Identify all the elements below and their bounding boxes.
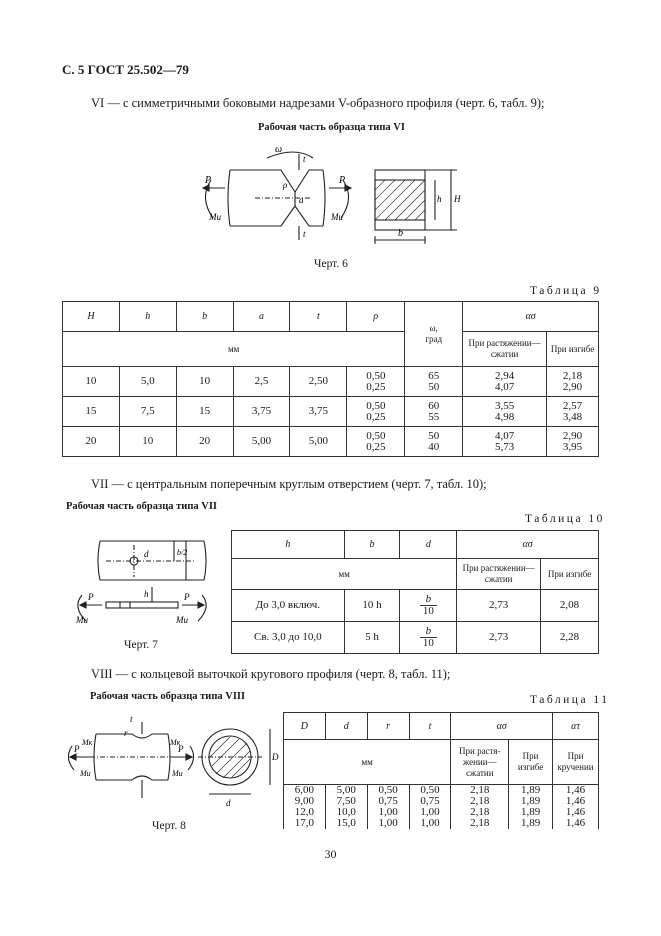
table-cell	[405, 397, 463, 427]
table-cell	[463, 427, 547, 457]
cell-text: 2,18	[562, 369, 583, 382]
cell-text: 3,95	[562, 440, 583, 453]
table-cell: 2,50	[290, 367, 347, 397]
cell-text: 4,98	[494, 410, 515, 423]
fig8-d-label: d	[226, 798, 231, 808]
table-cell	[347, 397, 405, 427]
fig6-mi-right-label: Mи	[331, 212, 343, 222]
fig6-rho-label: ρ	[283, 180, 288, 190]
table-row	[63, 427, 599, 457]
table-row	[63, 397, 599, 427]
t9-head-mm: мм	[63, 332, 405, 367]
table-header-row	[284, 740, 599, 785]
table-cell: 3,75	[233, 397, 290, 427]
table-row	[232, 622, 599, 654]
table-cell: d	[400, 531, 457, 559]
table-cell: 20	[63, 427, 120, 457]
table-cell: 5,00	[233, 427, 290, 457]
fig6-b-label: b	[398, 228, 403, 239]
cell-text: 2,90	[562, 380, 583, 393]
table-cell: 0,75	[367, 796, 409, 807]
cell-text: 0,25	[366, 410, 386, 423]
figure-7-caption: Черт. 7	[124, 639, 158, 651]
table-cell	[547, 397, 599, 427]
t9-head-rho: ρ	[347, 302, 405, 332]
figure-8-caption: Черт. 8	[152, 820, 186, 832]
t9-head-b: b	[176, 302, 233, 332]
table-header-row	[232, 531, 599, 559]
table-cell: 1,46	[553, 818, 599, 829]
table-cell	[347, 427, 405, 457]
table-cell: 15,0	[325, 818, 367, 829]
table-cell	[463, 397, 547, 427]
table-header-row	[232, 559, 599, 590]
fig8-mi-left-label: Mи	[80, 769, 91, 778]
table-cell: 1,46	[553, 796, 599, 807]
table-11	[283, 712, 599, 829]
section-7-text: VII — с центральным поперечным круглым отверстием (черт. 7, табл. 10);	[91, 477, 487, 491]
fig6-H-label: H	[454, 194, 461, 204]
table-cell	[405, 427, 463, 457]
cell-text: 65	[428, 369, 440, 382]
table-cell: 7,50	[325, 796, 367, 807]
table-cell	[547, 427, 599, 457]
section-6-text: VI — с симметричными боковыми надрезами V-образного профиля (черт. 6, табл. 9);	[91, 96, 545, 110]
table-cell: 10	[176, 367, 233, 397]
table-cell	[463, 367, 547, 397]
t9-head-omega	[405, 302, 463, 367]
cell-text: 10	[422, 605, 434, 617]
figure-8-title: Рабочая часть образца типа VIII	[90, 691, 246, 702]
table-cell: 1,89	[509, 818, 553, 829]
cell-text: 0,50	[366, 399, 386, 412]
t9-head-alpha: ασ	[463, 302, 599, 332]
cell-text: ω,	[429, 323, 438, 333]
fig8-mk-left-label: Mк	[82, 738, 93, 747]
table-cell: b	[344, 531, 400, 559]
page-header: С. 5 ГОСТ 25.502—79	[62, 62, 189, 77]
table-cell: При изгибе	[541, 559, 599, 590]
table-cell: 10	[119, 427, 176, 457]
table-cell	[547, 367, 599, 397]
table-cell: 17,0	[284, 818, 326, 829]
figure-6-drawing	[195, 140, 475, 250]
table-cell: 2,73	[457, 590, 541, 622]
fig6-p-right-label: P	[339, 175, 346, 186]
table-cell: 5,00	[325, 785, 367, 797]
table-cell: h	[232, 531, 345, 559]
t9-head-a: a	[233, 302, 290, 332]
cell-text: 4,07	[494, 380, 515, 393]
fig6-omega-label: ω	[275, 144, 283, 155]
fig8-r-label: r	[124, 728, 128, 738]
fig8-p-left-label: P	[74, 744, 80, 754]
t9-head-h: h	[119, 302, 176, 332]
fig6-mi-left-label: Mи	[209, 212, 221, 222]
table-cell: мм	[284, 740, 451, 785]
table-cell: 1,89	[509, 785, 553, 797]
fig7-b2-label: b/2	[177, 548, 188, 557]
table-header-row	[63, 332, 599, 367]
figure-7-drawing	[66, 525, 216, 640]
table-cell: 5,00	[290, 427, 347, 457]
table-9-title: Таблица 9	[530, 285, 602, 297]
table-cell: ατ	[553, 713, 599, 740]
table-cell: 2,28	[541, 622, 599, 654]
section-8-text: VIII — с кольцевой выточкой кругового профиля (черт. 8, табл. 11);	[91, 667, 451, 681]
fig7-d-label: d	[144, 549, 149, 559]
table-cell: d	[325, 713, 367, 740]
cell-text: 0,50	[366, 369, 386, 382]
fig7-h-label: h	[144, 589, 149, 599]
cell-text: 2,94	[494, 369, 515, 382]
table-cell: 1,46	[553, 807, 599, 818]
t9-head-t: t	[290, 302, 347, 332]
table-row	[284, 785, 599, 797]
table-cell: При растя-жении—сжатии	[451, 740, 509, 785]
table-cell: 2,18	[451, 785, 509, 797]
cell-text: 40	[428, 440, 440, 453]
cell-text: 50	[428, 380, 440, 393]
fig7-p-right-label: P	[184, 592, 190, 602]
cell-text: 0,25	[366, 380, 386, 393]
table-cell: 5 h	[344, 622, 400, 654]
t9-head-bending: При изгибе	[547, 332, 599, 367]
cell-text: 10	[422, 637, 434, 649]
table-row	[284, 796, 599, 807]
table-cell: 3,75	[290, 397, 347, 427]
figure-7-title: Рабочая часть образца типа VII	[66, 501, 218, 512]
fig7-mi-right-label: Mи	[176, 615, 188, 625]
cell-text: 5,73	[494, 440, 515, 453]
table-cell: 9,00	[284, 796, 326, 807]
cell-text: 60	[428, 399, 440, 412]
table-cell	[405, 367, 463, 397]
table-cell	[347, 367, 405, 397]
table-cell: 5,0	[119, 367, 176, 397]
fig7-mi-left-label: Mи	[76, 615, 88, 625]
table-cell: 2,73	[457, 622, 541, 654]
table-cell: мм	[232, 559, 457, 590]
fig6-t-label: t	[303, 154, 306, 164]
table-10-title: Таблица 10	[525, 513, 605, 525]
figure-6-title: Рабочая часть образца типа VI	[258, 122, 405, 133]
table-cell: При растяжении—сжатии	[457, 559, 541, 590]
table-cell: Св. 3,0 до 10,0	[232, 622, 345, 654]
table-cell: 1,46	[553, 785, 599, 797]
t9-head-H: H	[63, 302, 120, 332]
table-10	[231, 530, 599, 654]
table-cell: 1,00	[367, 818, 409, 829]
table-cell: При кручении	[553, 740, 599, 785]
table-cell: До 3,0 включ.	[232, 590, 345, 622]
cell-text: b	[420, 594, 437, 606]
cell-text: b	[420, 626, 437, 638]
table-cell: r	[367, 713, 409, 740]
cell-text: 50	[428, 429, 440, 442]
table-cell: 1,00	[367, 807, 409, 818]
table-cell: 1,89	[509, 807, 553, 818]
table-cell: При изгибе	[509, 740, 553, 785]
table-header-row	[284, 713, 599, 740]
cell-text: 3,48	[562, 410, 583, 423]
table-cell: 2,18	[451, 807, 509, 818]
table-cell: 0,50	[409, 785, 451, 797]
table-cell: ασ	[457, 531, 599, 559]
figure-8-drawing	[60, 712, 280, 812]
table-cell: 1,89	[509, 796, 553, 807]
table-row	[284, 807, 599, 818]
fig8-t-label: t	[130, 714, 133, 724]
fig6-a-label: a	[299, 195, 304, 205]
fig8-D-label: D	[272, 752, 279, 762]
table-cell: 1,00	[409, 807, 451, 818]
cell-text: 3,55	[494, 399, 515, 412]
page-number: 30	[324, 847, 337, 861]
table-cell: D	[284, 713, 326, 740]
table-cell: 1,00	[409, 818, 451, 829]
fig8-mi-right-label: Mи	[172, 769, 183, 778]
table-cell: 20	[176, 427, 233, 457]
table-9	[62, 301, 599, 457]
table-cell: ασ	[451, 713, 553, 740]
figure-6-caption: Черт. 6	[314, 258, 348, 270]
cell-text: 2,57	[562, 399, 583, 412]
table-cell: 2,18	[451, 796, 509, 807]
fig7-p-left-label: P	[88, 592, 94, 602]
table-cell: 0,50	[367, 785, 409, 797]
table-cell: t	[409, 713, 451, 740]
t9-head-tension: При растяжении—сжатии	[463, 332, 547, 367]
table-cell: 10	[63, 367, 120, 397]
table-cell: 2,18	[451, 818, 509, 829]
table-cell: 10 h	[344, 590, 400, 622]
fig6-h-label: h	[437, 194, 442, 204]
table-cell: 15	[63, 397, 120, 427]
cell-text: 2,90	[562, 429, 583, 442]
table-header-row	[63, 302, 599, 332]
fig8-mk-right-label: Mк	[170, 738, 181, 747]
table-cell	[400, 622, 457, 654]
fig6-p-left-label: P	[205, 175, 212, 186]
table-cell: 15	[176, 397, 233, 427]
table-row	[232, 590, 599, 622]
table-cell: 6,00	[284, 785, 326, 797]
table-cell: 12,0	[284, 807, 326, 818]
cell-text: 4,07	[494, 429, 515, 442]
table-cell: 2,08	[541, 590, 599, 622]
table-cell: 2,5	[233, 367, 290, 397]
table-cell: 7,5	[119, 397, 176, 427]
fig8-p-right-label: P	[178, 744, 184, 754]
table-row	[63, 367, 599, 397]
cell-text: град	[425, 334, 443, 344]
table-cell: 0,75	[409, 796, 451, 807]
cell-text: 0,25	[366, 440, 386, 453]
table-row	[284, 818, 599, 829]
table-cell: 10,0	[325, 807, 367, 818]
cell-text: 55	[428, 410, 440, 423]
fig6-t2-label: t	[303, 229, 306, 239]
table-11-title: Таблица 11	[530, 694, 610, 706]
table-cell	[400, 590, 457, 622]
cell-text: 0,50	[366, 429, 386, 442]
